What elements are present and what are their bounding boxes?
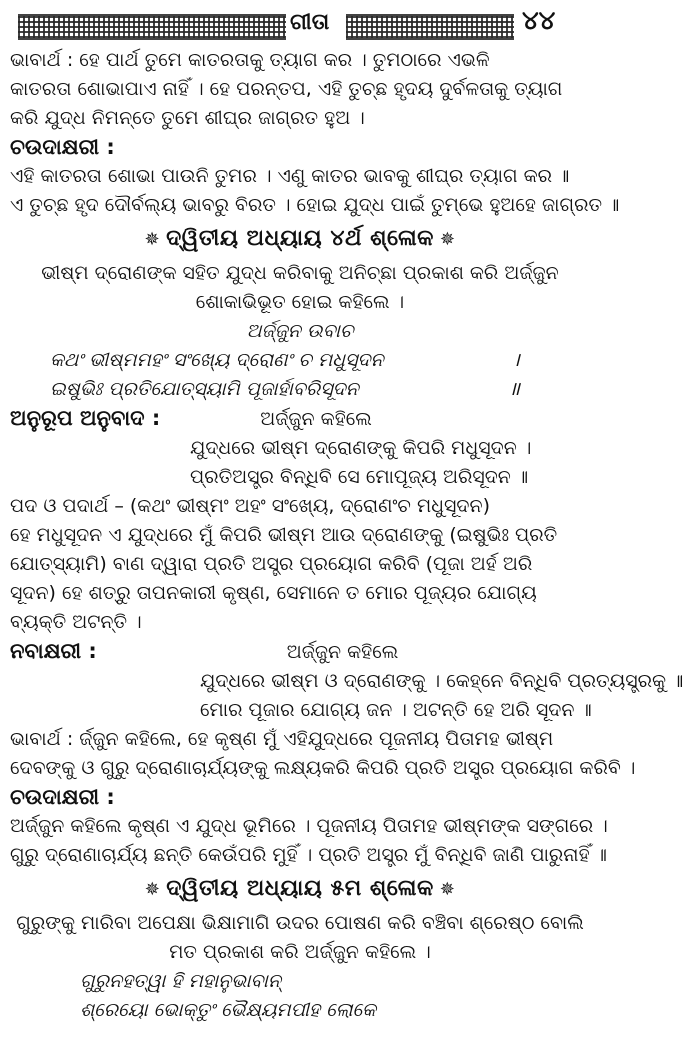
text-line: ମତ ପ୍ରକାଶ କରି ଅର୍ଜ୍ଜୁନ କହିଲେ । xyxy=(169,941,431,963)
verse-line: ଏ ତୁଚ୍ଛ ହୃଦ ଦୌର୍ବଲ୍ୟ ଭାବରୁ ବିରତ । ହୋଇ ଯୁଦ୍ଧ ପାଇଁ ତୁମ୍ଭେ ହୁଅହେ ଜାଗ୍ରତ ॥ xyxy=(10,194,620,216)
sanskrit-verse: କଥଂ ଭୀଷ୍ମମହଂ ସଂଖ୍ୟେ ଦ୍ରୋଣଂ ଚ ମଧୁସୂଦନ । xyxy=(50,349,520,371)
verse-line: ମୋର ପୂଜାର ଯୋଗ୍ୟ ଜନ । ଅଟନ୍ତି ହେ ଅରି ସୂଦନ ॥ xyxy=(200,699,592,721)
sanskrit-verse: ଇଷୁଭିଃ ପ୍ରତିଯୋତ୍ସ୍ୟାମି ପୂଜାର୍ହାବରିସୂଦନ ॥ xyxy=(50,378,520,400)
verse-line: ଅର୍ଜ୍ଜୁନ କହିଲେ କୃଷ୍ଣ ଏ ଯୁଦ୍ଧ ଭୂମିରେ । ପୂଜନୀୟ ପିତାମହ ଭୀଷ୍ମଙ୍କ ସଙ୍ଗରେ । xyxy=(10,815,608,837)
star-ornament-icon: ✵ xyxy=(144,879,161,900)
star-ornament-icon: ✵ xyxy=(439,879,456,900)
sanskrit-verse: ଶ୍ରେୟୋ ଭୋକ୍ତୁଂ ଭୈକ୍ଷ୍ୟମପୀହ ଲୋକେ xyxy=(80,999,377,1021)
verse-line: ଗୁରୁ ଦ୍ରୋଣାଚାର୍ଯ୍ୟ ଛନ୍ତି କେଉଁପରି ମୁହିଁ । ପ୍ରତି ଅସ୍ତ୍ର ମୁଁ ବିନ୍ଧିବି ଜାଣି ପାରୁନାହିଁ ॥ xyxy=(10,844,607,866)
verse-line: ଏହି କାତରତା ଶୋଭା ପାଉନି ତୁମର । ଏଣୁ କାତର ଭାବକୁ ଶୀଘ୍ର ତ୍ୟାଗ କର ॥ xyxy=(10,165,570,187)
page-header xyxy=(10,0,590,46)
chapter-heading: ✵ ଦ୍ୱିତୀୟ ଅଧ୍ୟାୟ ୫ମ ଶ୍ଳୋକ ✵ xyxy=(144,876,456,901)
ornamental-border-left xyxy=(18,14,286,40)
text-line: ହେ ମଧୁସୂଦନ ଏ ଯୁଦ୍ଧରେ ମୁଁ କିପରି ଭୀଷ୍ମ ଆଉ ଦ୍ରୋଣଙ୍କୁ (ଇଷୁଭିଃ ପ୍ରତି xyxy=(10,524,558,546)
text-line: ସୂଦନ) ହେ ଶତ୍ରୁ ତାପନକାରୀ କୃଷ୍ଣ, ସେମାନେ ତ ମୋର ପୂଜ୍ୟର ଯୋଗ୍ୟ xyxy=(10,582,537,604)
text-line: ଯୋତ୍ସ୍ୟାମି) ବାଣ ଦ୍ୱାରା ପ୍ରତି ଅସ୍ତ୍ର ପ୍ରୟୋଗ କରିବି (ପୂଜା ଅର୍ହ ଅରି xyxy=(10,553,533,575)
verse-line: ଯୁଦ୍ଧରେ ଭୀଷ୍ମ ଦ୍ରୋଣଙ୍କୁ କିପରି ମଧୁସୂଦନ । xyxy=(190,437,532,459)
text-line: ଗୁରୁଙ୍କୁ ମାରିବା ଅପେକ୍ଷା ଭିକ୍ଷାମାଗି ଉଦର ପୋଷଣ କରି ବଞ୍ଚିବା ଶ୍ରେଷ୍ଠ ବୋଲି xyxy=(16,912,584,934)
ornamental-border-right xyxy=(346,14,514,40)
sanskrit-verse: ଗୁରୁନହତ୍ୱା ହି ମହାନୁଭାବାନ୍ xyxy=(80,970,281,992)
section-label: ଚଉଦାକ୍ଷରୀ : xyxy=(10,135,115,159)
verse-line: ପ୍ରତିଅସ୍ତ୍ର ବିନ୍ଧିବି ସେ ମୋପୂଜ୍ୟ ଅରିସୂଦନ ॥ xyxy=(190,466,529,488)
text-line: ଦେବଙ୍କୁ ଓ ଗୁରୁ ଦ୍ରୋଣାଚାର୍ଯ୍ୟଙ୍କୁ ଲକ୍ଷ୍ୟକରି କିପରି ପ୍ରତି ଅସ୍ତ୍ର ପ୍ରୟୋଗ କରିବି । xyxy=(10,757,636,779)
section-row: ନବାକ୍ଷରୀ : ଅର୍ଜ୍ଜୁନ କହିଲେ xyxy=(10,639,399,663)
verse-line: ଯୁଦ୍ଧରେ ଭୀଷ୍ମ ଓ ଦ୍ରୋଣଙ୍କୁ । କେହ୍ନେ ବିନ୍ଧିବି ପ୍ରତ୍ୟସ୍ତ୍ରକୁ ॥ xyxy=(200,670,683,692)
text-line: ଭାବାର୍ଥ : ହେ ପାର୍ଥ ତୁମେ କାତରତାକୁ ତ୍ୟାଗ କର । ତୁମଠାରେ ଏଭଳି xyxy=(10,49,490,71)
text-line: କାତରତା ଶୋଭାପାଏ ନାହିଁ । ହେ ପରନ୍ତପ, ଏହି ତୁଚ୍ଛ ହୃଦୟ ଦୁର୍ବଳତାକୁ ତ୍ୟାଗ xyxy=(10,78,563,100)
text-line: ଭାବାର୍ଥ : ର୍ଜ୍ଜୁନ କହିଲେ, ହେ କୃଷ୍ଣ ମୁଁ ଏହିଯୁଦ୍ଧରେ ପୂଜନୀୟ ପିତାମହ ଭୀଷ୍ମ xyxy=(10,728,554,750)
section-row: ଅନୁରୂପ ଅନୁବାଦ : ଅର୍ଜ୍ଜୁନ କହିଲେ xyxy=(10,406,372,430)
text-line: ଭୀଷ୍ମ ଦ୍ରୋଣଙ୍କ ସହିତ ଯୁଦ୍ଧ କରିବାକୁ ଅନିଚ୍ଛା ପ୍ରକାଶ କରି ଅର୍ଜ୍ଜୁନ xyxy=(41,262,559,284)
star-ornament-icon: ✵ xyxy=(144,229,161,250)
text-line: ଶୋକାଭିଭୂତ ହୋଇ କହିଲେ । xyxy=(195,291,405,313)
section-label: ଚଉଦାକ୍ଷରୀ : xyxy=(10,785,115,809)
text-line: ପଦ ଓ ପଦାର୍ଥ – (କଥଂ ଭୀଷ୍ମଂ ଅହଂ ସଂଖ୍ୟେ, ଦ୍ରୋଣଂଚ ମଧୁସୂଦନ) xyxy=(10,495,490,517)
page-number: ୪୪ xyxy=(522,6,556,36)
speaker-line: ଅର୍ଜ୍ଜୁନ ଉବାଚ xyxy=(246,320,354,342)
star-ornament-icon: ✵ xyxy=(439,229,456,250)
running-title: ଗୀତା xyxy=(290,10,330,35)
text-line: ବ୍ୟକ୍ତି ଅଟନ୍ତି । xyxy=(10,611,142,633)
text-line: କରି ଯୁଦ୍ଧ ନିମନ୍ତେ ତୁମେ ଶୀଘ୍ର ଜାଗ୍ରତ ହୁଅ । xyxy=(10,107,365,129)
chapter-heading: ✵ ଦ୍ୱିତୀୟ ଅଧ୍ୟାୟ ୪ର୍ଥ ଶ୍ଳୋକ ✵ xyxy=(144,226,456,251)
